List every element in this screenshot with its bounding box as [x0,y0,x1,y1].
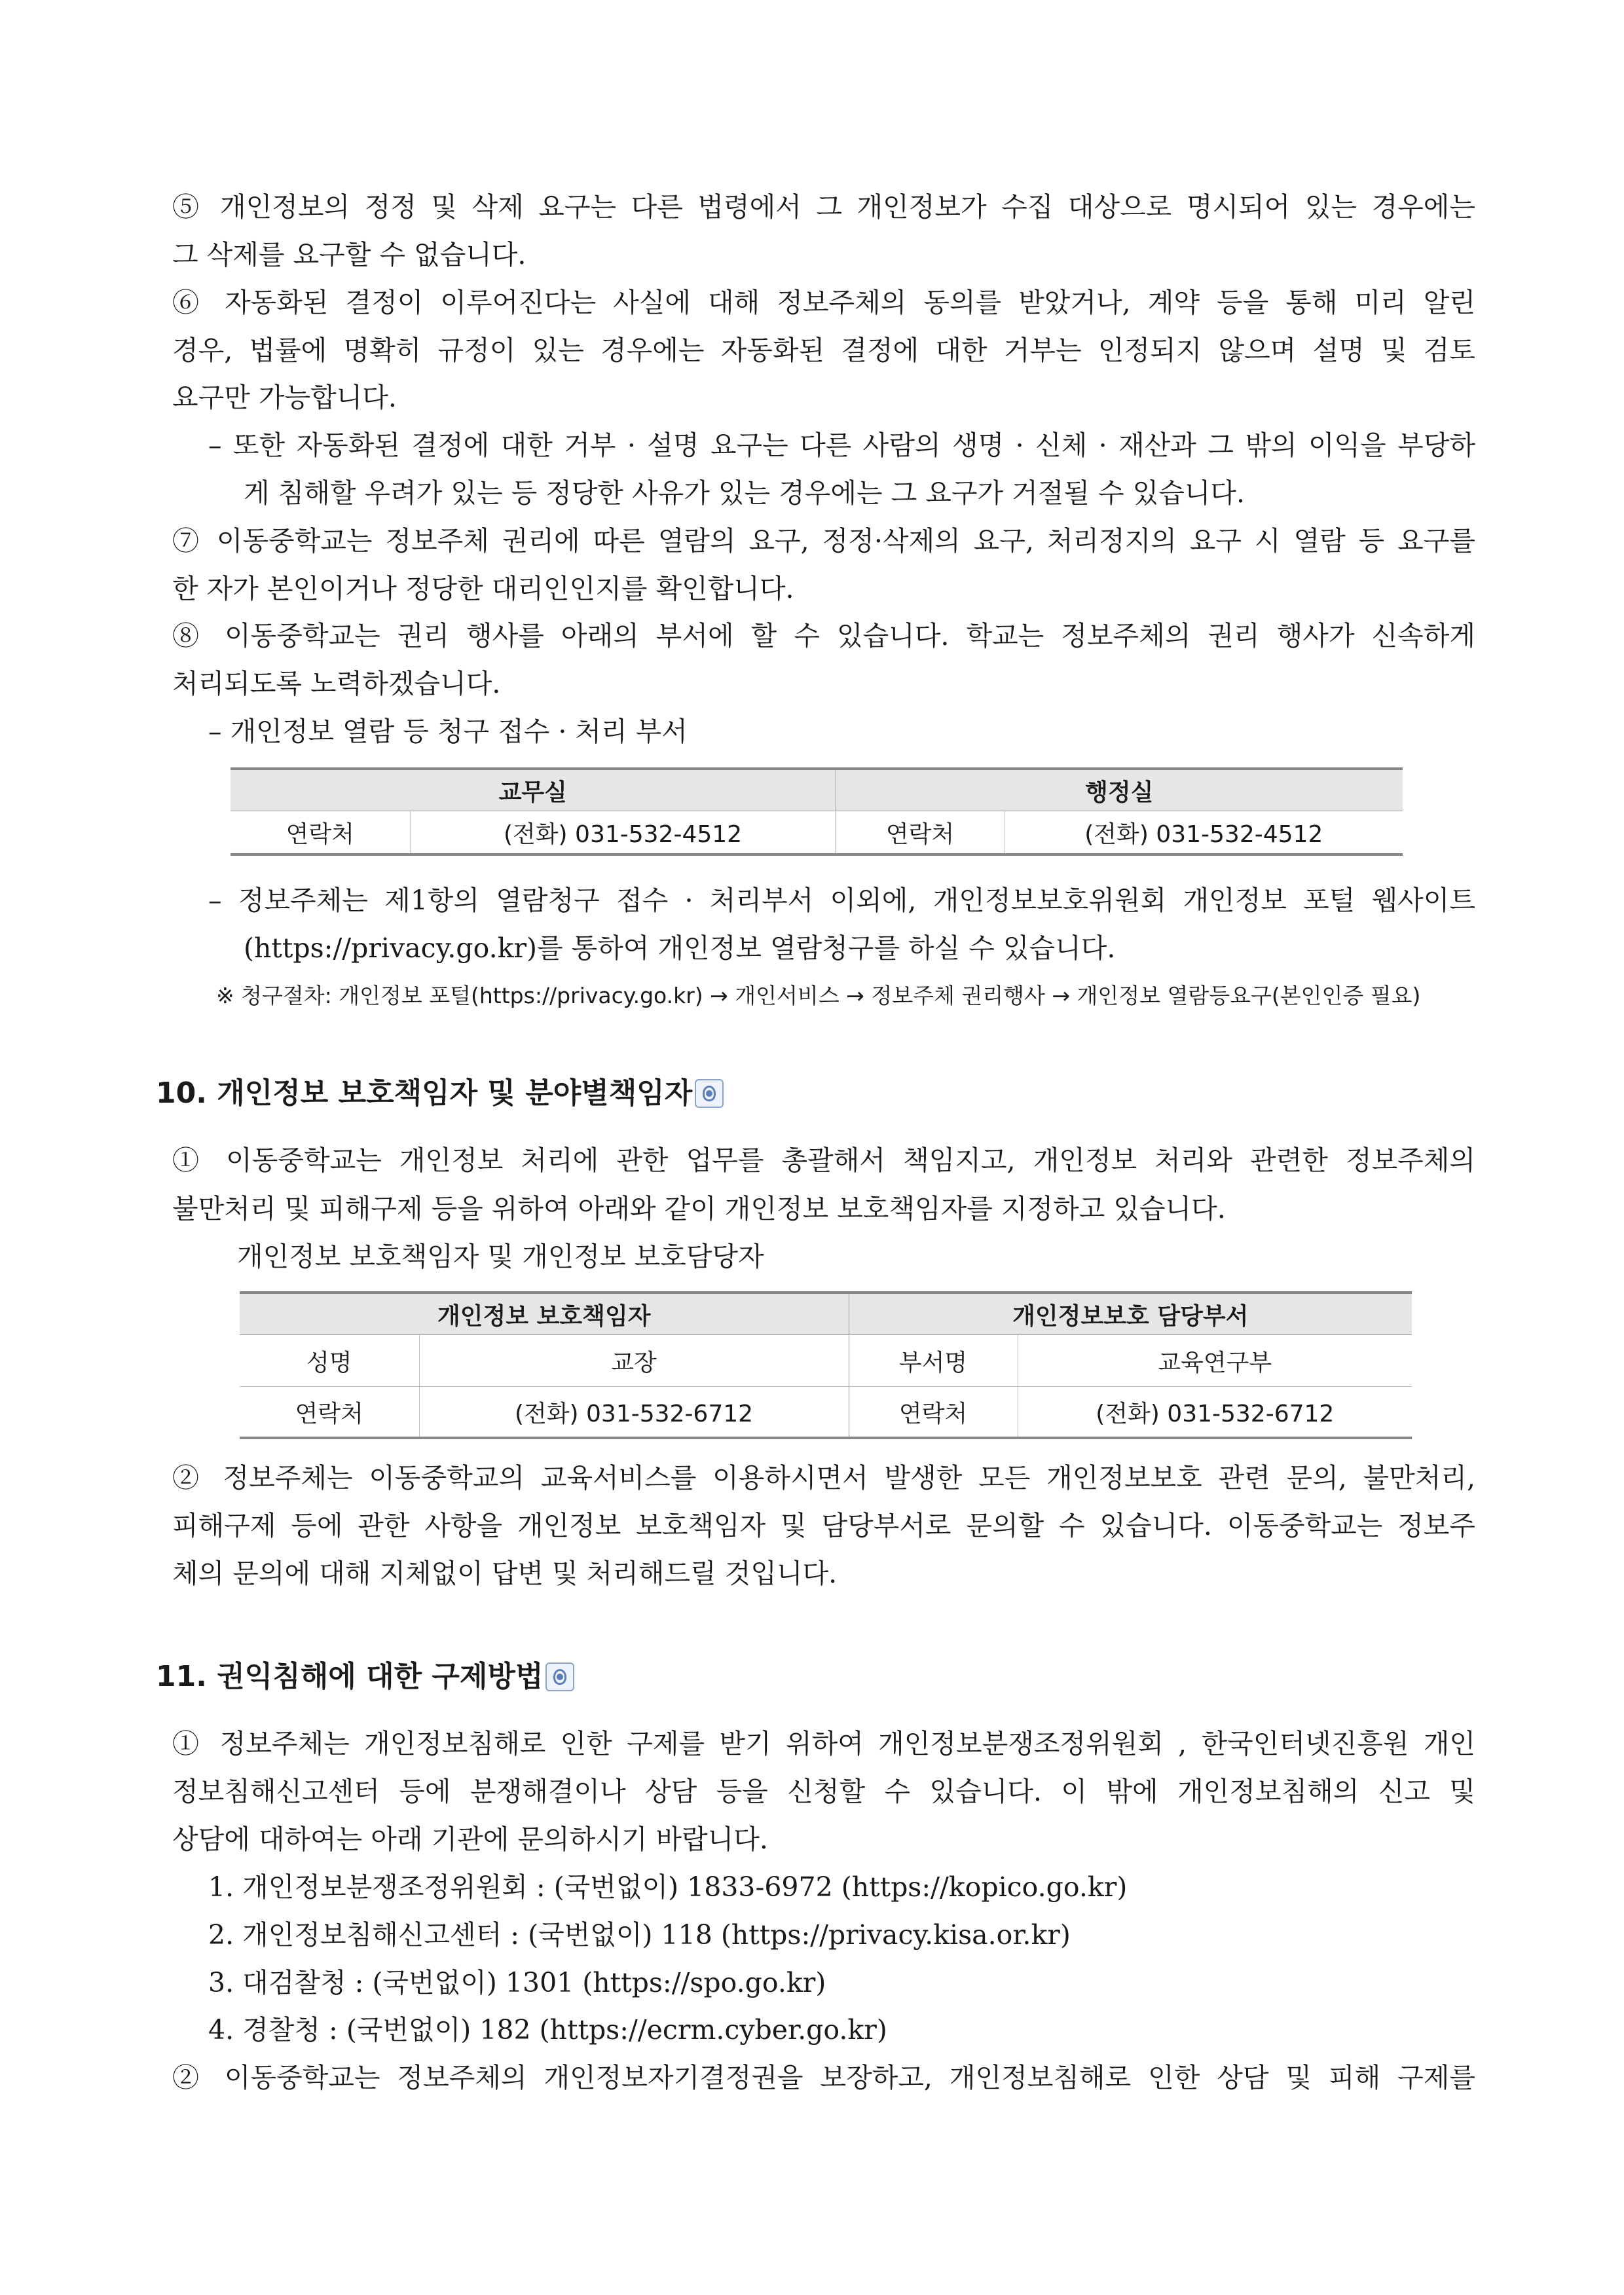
section10-p1-line2: 불만처리 및 피해구제 등을 위하여 아래와 같이 개인정보 보호책임자를 지정하고 있습니다. [172,1193,1226,1224]
item5-line1: ⑤ 개인정보의 정정 및 삭제 요구는 다른 법령에서 그 개인정보가 수집 대상으로 명시되어 있는 경우에는 [172,191,1475,223]
officer-cell: (전화) 031-532-6712 [1018,1387,1412,1439]
officer-right-header: 개인정보보호 담당부서 [849,1293,1412,1335]
dept-label: – 개인정보 열람 등 청구 접수 · 처리 부서 [208,716,688,747]
item5-line2: 그 삭제를 요구할 수 없습니다. [172,239,526,270]
item6-line3: 요구만 가능합니다. [172,382,397,413]
item6-line1: ⑥ 자동화된 결정이 이루어진다는 사실에 대해 정보주체의 동의를 받았거나, 계약 등을 통해 미리 알린 [172,287,1475,318]
officer-table-label: 개인정보 보호책임자 및 개인정보 보호담당자 [237,1241,764,1272]
section10-title: 10. 개인정보 보호책임자 및 분야별책임자 [156,1076,693,1110]
officer-cell: 연락처 [240,1387,419,1439]
section10-p1-line1: ① 이동중학교는 개인정보 처리에 관한 업무를 총괄해서 책임지고, 개인정보 처리와 관련한 정보주체의 [172,1145,1475,1176]
officer-cell: (전화) 031-532-6712 [419,1387,849,1439]
shield-icon[interactable] [695,1079,724,1108]
dept-right-header: 행정실 [836,769,1403,811]
section11-title: 11. 권익침해에 대한 구제방법 [156,1660,544,1693]
agency-item: 3. 대검찰청 : (국번없이) 1301 (https://spo.go.kr) [208,1967,826,1998]
dept-cell-label: 연락처 [231,811,410,855]
officer-cell: 교육연구부 [1018,1335,1412,1387]
section11-p2-line1: ② 이동중학교는 정보주체의 개인정보자기결정권을 보장하고, 개인정보침해로 인한 상담 및 피해 구제를 [172,2062,1475,2093]
section10-p2-line1: ② 정보주체는 이동중학교의 교육서비스를 이용하시면서 발생한 모든 개인정보보호 관련 문의, 불만처리, [172,1462,1475,1494]
portal-note-line2: (https://privacy.go.kr)를 통하여 개인정보 열람청구를 하실 수 있습니다. [244,932,1116,964]
agency-item: 2. 개인정보침해신고센터 : (국번없이) 118 (https://privacy.kisa.or.kr) [208,1919,1071,1951]
item6-sub-line1: – 또한 자동화된 결정에 대한 거부 · 설명 요구는 다른 사람의 생명 · 신체 · 재산과 그 밖의 이익을 부당하 [208,430,1475,461]
section10-p2-line3: 체의 문의에 대해 지체없이 답변 및 처리해드릴 것입니다. [172,1558,838,1589]
section11-p1-line3: 상담에 대하여는 아래 기관에 문의하시기 바랍니다. [172,1824,768,1855]
section10-p2-line2: 피해구제 등에 관한 사항을 개인정보 보호책임자 및 담당부서로 문의할 수 있습니다. 이동중학교는 정보주 [172,1510,1475,1541]
shield-icon[interactable] [545,1662,574,1691]
item8-line2: 처리되도록 노력하겠습니다. [172,668,501,699]
item8-line1: ⑧ 이동중학교는 권리 행사를 아래의 부서에 할 수 있습니다. 학교는 정보주체의 권리 행사가 신속하게 [172,620,1475,652]
section11-heading [156,1657,574,1697]
officer-cell: 연락처 [849,1387,1018,1439]
agency-item: 4. 경찰청 : (국번없이) 182 (https://ecrm.cyber.go.kr) [208,2014,887,2046]
item7-line1: ⑦ 이동중학교는 정보주체 권리에 따른 열람의 요구, 정정·삭제의 요구, 처리정지의 요구 시 열람 등 요구를 [172,525,1475,557]
item7-line2: 한 자가 본인이거나 정당한 대리인인지를 확인합니다. [172,573,794,604]
dept-cell-phone: (전화) 031-532-4512 [1005,811,1403,855]
officer-cell: 교장 [419,1335,849,1387]
section10-heading [156,1074,724,1113]
officer-cell: 성명 [240,1335,419,1387]
officer-left-header: 개인정보 보호책임자 [240,1293,849,1335]
dept-table [231,767,1403,856]
section11-p1-line1: ① 정보주체는 개인정보침해로 인한 구제를 받기 위하여 개인정보분쟁조정위원회 , 한국인터넷진흥원 개인 [172,1728,1475,1759]
dept-cell-label: 연락처 [836,811,1005,855]
officer-table [240,1291,1412,1439]
procedure-note: ※ 청구절차: 개인정보 포털(https://privacy.go.kr) → 개인서비스 → 정보주체 권리행사 → 개인정보 열람등요구(본인인증 필요) [216,983,1421,1008]
item6-line2: 경우, 법률에 명확히 규정이 있는 경우에는 자동화된 결정에 대한 거부는 인정되지 않으며 설명 및 검토 [172,335,1475,366]
agency-item: 1. 개인정보분쟁조정위원회 : (국번없이) 1833-6972 (https://kopico.go.kr) [208,1871,1128,1903]
dept-left-header: 교무실 [231,769,836,811]
portal-note-line1: – 정보주체는 제1항의 열람청구 접수 · 처리부서 이외에, 개인정보보호위원회 개인정보 포털 웹사이트 [208,885,1475,916]
item6-sub-line2: 게 침해할 우려가 있는 등 정당한 사유가 있는 경우에는 그 요구가 거절될 수 있습니다. [244,477,1246,509]
dept-cell-phone: (전화) 031-532-4512 [410,811,836,855]
officer-cell: 부서명 [849,1335,1018,1387]
section11-p1-line2: 정보침해신고센터 등에 분쟁해결이나 상담 등을 신청할 수 있습니다. 이 밖에 개인정보침해의 신고 및 [172,1776,1475,1807]
